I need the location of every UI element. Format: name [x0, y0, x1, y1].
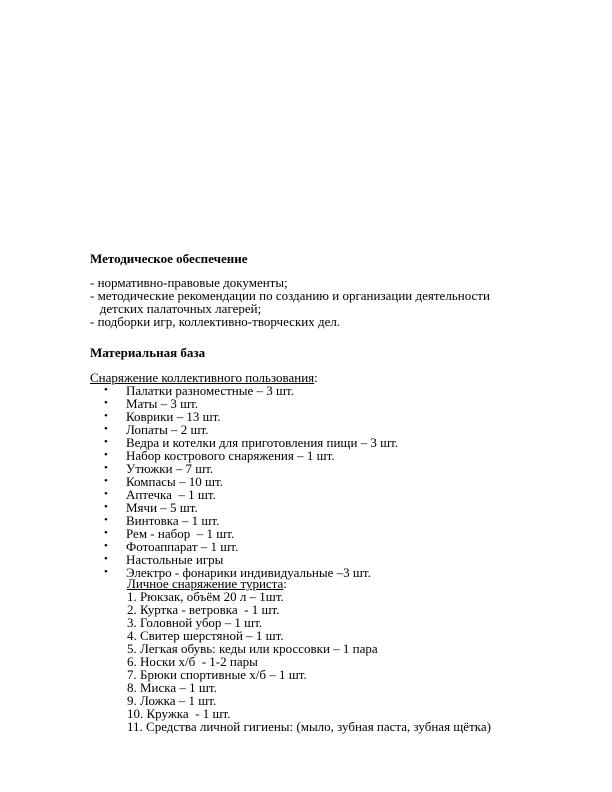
list-item: 9. Ложка – 1 шт. — [127, 693, 217, 708]
bullet-icon: • — [104, 397, 108, 409]
collective-label: Снаряжение коллективного пользования — [90, 370, 315, 385]
methodical-line: - методические рекомендации по созданию и организации деятельности — [90, 288, 490, 303]
bullet-icon: • — [104, 475, 108, 487]
personal-label: Личное снаряжение туриста — [127, 576, 284, 591]
bullet-icon: • — [104, 566, 108, 578]
list-item: 4. Свитер шерстяной – 1 шт. — [127, 628, 284, 643]
list-item: 7. Брюки спортивные х/б – 1 шт. — [127, 667, 307, 682]
list-item-text: Лопаты – 2 шт. — [126, 422, 209, 437]
personal-equipment-section — [127, 577, 491, 733]
list-item-text: Аптечка – 1 шт. — [126, 487, 216, 502]
bullet-icon: • — [104, 553, 108, 565]
list-item: 6. Носки х/б - 1-2 пары — [127, 654, 258, 669]
list-item: 1. Рюкзак, объём 20 л – 1шт. — [127, 589, 284, 604]
list-item: 8. Миска – 1 шт. — [127, 680, 217, 695]
list-item-text: Настольные игры — [126, 552, 224, 567]
bullet-icon: • — [104, 501, 108, 513]
material-heading: Материальная база — [90, 345, 206, 360]
list-item-text: Электро - фонарики индивидуальные –3 шт. — [126, 565, 371, 580]
bullet-icon: • — [104, 514, 108, 526]
list-item: 2. Куртка - ветровка - 1 шт. — [127, 602, 280, 617]
personal-colon: : — [283, 576, 287, 591]
list-item-text: Маты – 3 шт. — [126, 396, 199, 411]
methodical-heading: Методическое обеспечение — [90, 251, 248, 266]
list-item-text: Компасы – 10 шт. — [126, 474, 223, 489]
list-item-text: Утюжки – 7 шт. — [126, 461, 214, 476]
bullet-icon: • — [104, 488, 108, 500]
bullet-icon: • — [104, 449, 108, 461]
list-item-text: Набор кострового снаряжения – 1 шт. — [126, 448, 335, 463]
bullet-icon: • — [104, 527, 108, 539]
bullet-icon: • — [104, 462, 108, 474]
list-item-text: Винтовка – 1 шт. — [126, 513, 220, 528]
list-item-text: Рем - набор – 1 шт. — [126, 526, 235, 541]
methodical-line: - нормативно-правовые документы; — [90, 275, 288, 290]
list-item-text: Палатки разноместные – 3 шт. — [126, 383, 294, 398]
bullet-icon: • — [104, 436, 108, 448]
collective-colon: : — [314, 370, 318, 385]
bullet-icon: • — [104, 423, 108, 435]
list-item-text: Коврики – 13 шт. — [126, 409, 221, 424]
methodical-list — [90, 276, 490, 328]
bullet-icon: • — [104, 540, 108, 552]
list-item-text: Ведра и котелки для приготовления пищи – 3 шт. — [126, 435, 399, 450]
list-item-text: Фотоаппарат – 1 шт. — [126, 539, 239, 554]
bullet-icon: • — [104, 384, 108, 396]
bullet-icon: • — [104, 410, 108, 422]
list-item: 5. Легкая обувь: кеды или кроссовки – 1 пара — [127, 641, 378, 656]
list-item: 11. Средства личной гигиены: (мыло, зубная паста, зубная щётка) — [127, 719, 491, 734]
list-item: 10. Кружка - 1 шт. — [127, 706, 231, 721]
list-item: 3. Головной убор – 1 шт. — [127, 615, 263, 630]
list-item-text: Мячи – 5 шт. — [126, 500, 198, 515]
methodical-line: - подборки игр, коллективно-творческих дел. — [90, 314, 341, 329]
methodical-line: детских палаточных лагерей; — [90, 301, 262, 316]
collective-equipment-list — [104, 384, 398, 579]
